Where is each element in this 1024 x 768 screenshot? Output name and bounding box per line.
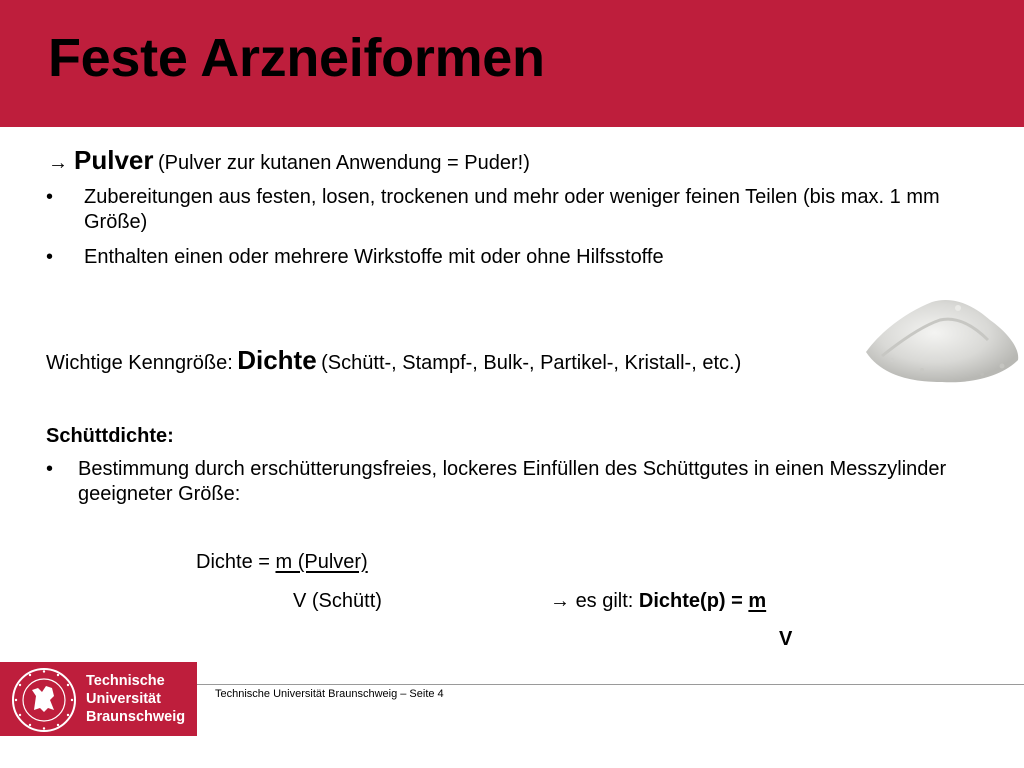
- bullet-icon: •: [46, 186, 54, 208]
- powder-image: [862, 290, 1022, 390]
- pulver-term: Pulver: [74, 145, 154, 175]
- formula-rhs-lhs: Dichte(p) =: [638, 590, 749, 612]
- logo-line: Technische: [86, 673, 165, 689]
- bullet-item-2: Enthalten einen oder mehrere Wirkstoffe mit oder ohne Hilfsstoffe: [84, 246, 664, 268]
- formula-denominator: V (Schütt): [293, 590, 382, 612]
- kenngroesse-line: [46, 345, 741, 376]
- bullet-item-1: Zubereitungen aus festen, losen, trockenen und mehr oder weniger feinen Teilen (bis max. 1 mm Größe): [84, 186, 940, 233]
- slide-title: Feste Arzneiformen: [48, 28, 545, 88]
- formula-rhs-denominator: V: [779, 628, 793, 650]
- formula-numerator: m (Pulver): [275, 551, 368, 573]
- kenngroesse-label: Wichtige Kenngröße:: [46, 352, 233, 374]
- logo-text: [86, 672, 185, 726]
- formula-lhs: Dichte =: [196, 551, 276, 573]
- university-seal-icon: [10, 666, 78, 734]
- schuettdichte-bullet: Bestimmung durch erschütterungsfreies, lockeres Einfüllen des Schüttgutes in einen Messzylinder geeigneter Größe:: [78, 458, 947, 505]
- dichte-term: Dichte: [237, 345, 317, 375]
- university-logo: [0, 662, 197, 736]
- pulver-note: (Pulver zur kutanen Anwendung = Puder!): [157, 152, 530, 174]
- formula-rhs-numerator: m: [748, 590, 767, 612]
- formula-gilt: es gilt:: [575, 590, 639, 612]
- footer-divider: [197, 684, 1024, 685]
- formula-rhs-line: [550, 589, 766, 614]
- kenngroesse-note: (Schütt-, Stampf-, Bulk-, Partikel-, Kristall-, etc.): [321, 352, 742, 374]
- formula-numerator-line: [196, 550, 368, 575]
- logo-line: Universität: [86, 691, 161, 707]
- schuettdichte-heading: Schüttdichte:: [46, 425, 174, 447]
- bullet-icon: •: [46, 458, 54, 480]
- arrow-right-icon: →: [550, 590, 570, 612]
- arrow-right-icon: →: [48, 152, 68, 174]
- footer-text: Technische Universität Braunschweig – Seite 4: [215, 688, 444, 700]
- pulver-heading: [48, 145, 530, 176]
- bullet-icon: •: [46, 246, 54, 268]
- logo-line: Braunschweig: [86, 709, 186, 725]
